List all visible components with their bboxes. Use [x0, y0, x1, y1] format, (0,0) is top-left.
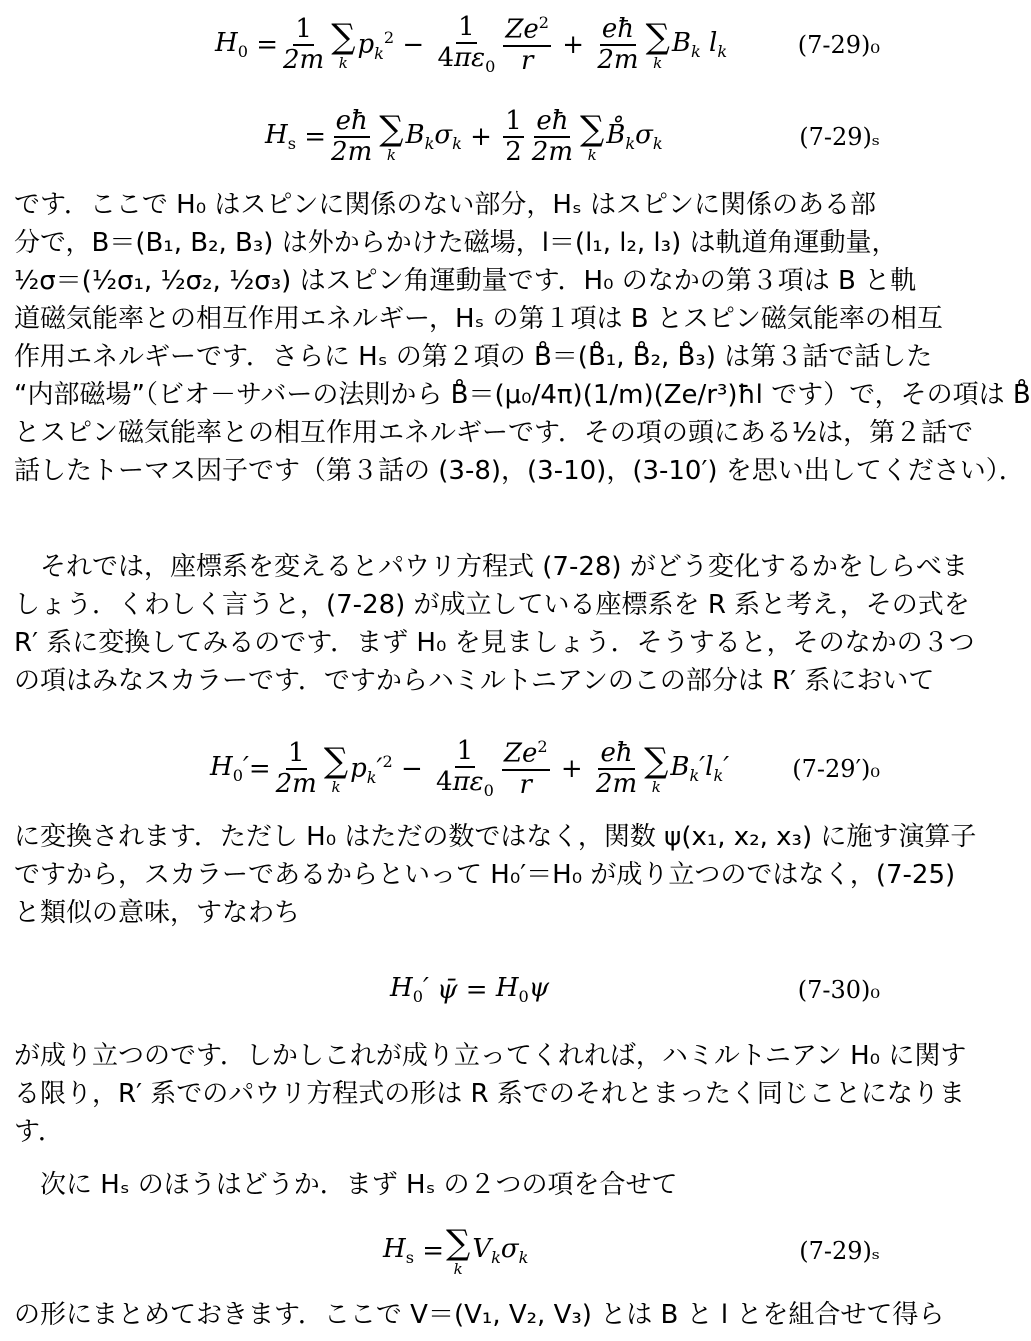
equation-number: (7-30)₀: [797, 976, 880, 1004]
paragraph-1: [14, 186, 1031, 490]
text-line: ½σ＝(½σ₁, ½σ₂, ½σ₃) はスピン角運動量です．H₀ のなかの第３項は B と軌: [14, 266, 917, 296]
equation-body: $H_s$ = ∑ k $V_k\sigma_k$: [383, 1222, 529, 1278]
paragraph-2: [14, 548, 975, 700]
equation-7-29-prime-0: [0, 734, 940, 804]
equation-7-29-0: [0, 10, 940, 80]
equation-number: (7-29′)₀: [792, 755, 880, 783]
text-line: の項はみなスカラーです．ですからハミルトニアンのこの部分は R′ 系において: [14, 666, 935, 696]
text-line: ですから，スカラーであるからといって H₀′＝H₀ が成り立つのではなく，(7-25): [14, 860, 956, 890]
equation-body: $H_s$ = $\frac{eħ}{2m}$ ∑ k $B_k\sigma_k$ + $\frac{1}{2}$ $\frac{eħ}{2m}$ ∑ k $B̊_k\sigma_k$: [265, 105, 663, 167]
text-line: が成り立つのです．しかしこれが成り立ってくれれば，ハミルトニアン H₀ に関す: [14, 1041, 967, 1071]
equation-number: (7-29)ₛ: [799, 123, 880, 151]
text-line: 道磁気能率との相互作用エネルギー，Hₛ の第１項は B とスピン磁気能率の相互: [14, 304, 943, 334]
text-line: に変換されます．ただし H₀ はただの数ではなく，関数 ψ(x₁, x₂, x₃) に施す演算子: [14, 822, 977, 852]
paragraph-4: [14, 1037, 967, 1151]
equation-7-30-0: [0, 955, 940, 1025]
text-line: と類似の意味，すなわち: [14, 898, 301, 928]
text-line: とスピン磁気能率との相互作用エネルギーです．その項の頭にある½は，第２話で: [14, 418, 974, 448]
text-line: それでは，座標系を変えるとパウリ方程式 (7-28) がどう変化するかをしらべま: [14, 552, 968, 582]
text-line: 話したトーマス因子です（第３話の (3-8)，(3-10)，(3-10′) を思い出してください）．: [14, 456, 1025, 486]
equation-7-29-s: [0, 102, 940, 172]
equation-7-29-s-sum: [0, 1216, 940, 1286]
equation-number: (7-29)ₛ: [799, 1237, 880, 1265]
equation-body: $H_0'$ = $\frac{1}{2m}$ ∑ k $p_k'^2$ − $\frac{1}{4\pi\varepsilon_0}$ $\frac{Ze^2}{r}$ + $\frac{eħ}{2m}$ ∑ k $B_k'l_k'$: [210, 735, 730, 801]
text-line: る限り，R′ 系でのパウリ方程式の形は R 系でのそれとまったく同じことになりま: [14, 1079, 965, 1109]
text-line: しょう．くわしく言うと，(7-28) が成立している座標系を R 系と考え，その式を: [14, 590, 970, 620]
paragraph-3: [14, 818, 977, 932]
text-line: 次に Hₛ のほうはどうか．まず Hₛ の２つの項を合せて: [14, 1170, 678, 1200]
text-line: “内部磁場”（ビオ－サバーの法則から B̊＝(μ₀/4π)(1/m)(Ze/r³)ħl です）で，その項は B̊: [14, 380, 1031, 410]
text-line: R′ 系に変換してみるのです．まず H₀ を見ましょう．そうすると，そのなかの３つ: [14, 628, 975, 658]
text-line: 分で，B＝(B₁, B₂, B₃) は外からかけた磁場，l＝(l₁, l₂, l₃) は軌道角運動量，: [14, 228, 898, 258]
equation-body: $H_0$ = $\frac{1}{2m}$ ∑ k $p_k^2$ − $\frac{1}{4\pi\varepsilon_0}$ $\frac{Ze^2}{r}$ + $\frac{eħ}{2m}$ ∑ k $B_k$ $l_k$: [215, 11, 728, 77]
paragraph-5: [14, 1166, 926, 1204]
text-line: す．: [14, 1117, 64, 1147]
equation-number: (7-29)₀: [797, 31, 880, 59]
text-line: の形にまとめておきます．ここで V＝(V₁, V₂, V₃) とは B と l とを組合せて得ら: [14, 1300, 945, 1330]
text-line: です．ここで H₀ はスピンに関係のない部分，Hₛ はスピンに関係のある部: [14, 190, 876, 220]
text-line: 作用エネルギーです．さらに Hₛ の第２項の B̊＝(B̊₁, B̊₂, B̊₃) は第３話で話した: [14, 342, 933, 372]
paragraph-6: [14, 1296, 945, 1334]
equation-body: $H_0'$ ψ̄ = $H_0\psi$: [390, 973, 550, 1007]
